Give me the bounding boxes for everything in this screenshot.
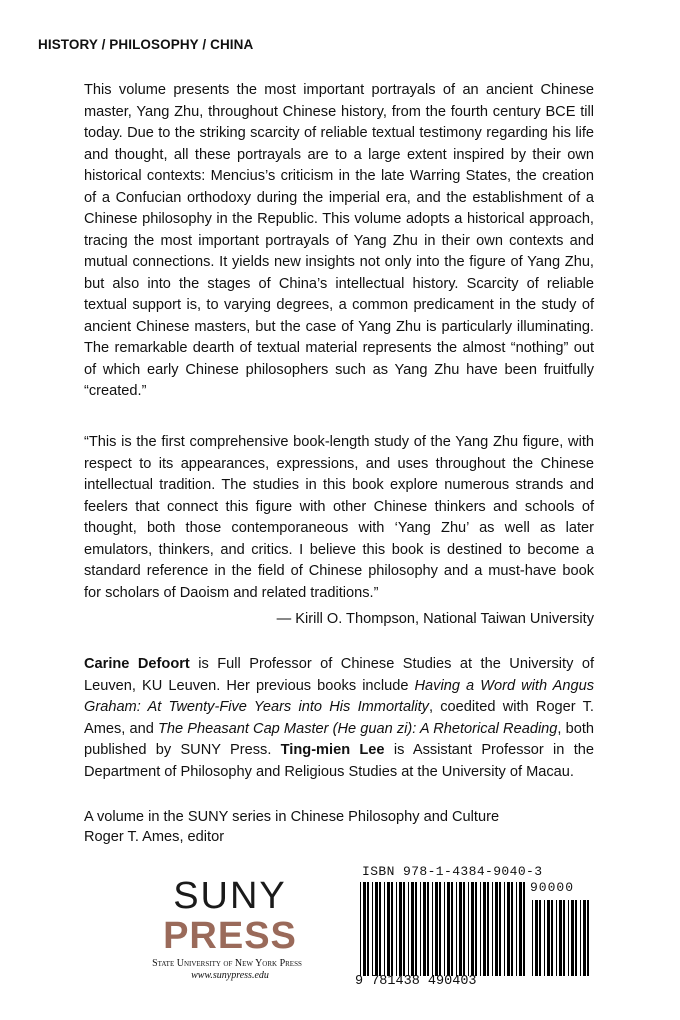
author-2-bio: is Assistant Professor in the Department of Philosophy and Religious Studies at the University of Macau. (84, 742, 594, 780)
endorsement-quote: “This is the first comprehensive book-length study of the Yang Zhu figure, with respect to its appearances, expressions, and uses throughout the Chinese intellectual tradition. The studies in this book explore numerous strands and feelers that connect this figure with other Chinese thinkers and schools of thought, both those contemporaneous with ‘Yang Zhu’ as well as later emulators, thinkers, and critics. I believe this book is destined to become a standard reference in the field of Chinese philosophy and a must-have book for scholars of Daoism and related traditions.” (84, 434, 594, 601)
category-heading: HISTORY / PHILOSOPHY / CHINA (38, 37, 254, 52)
book-title-2: The Pheasant Cap Master (He guan zi): A Rhetorical Reading (157, 720, 558, 737)
logo-suny-text: SUNY (173, 875, 287, 917)
publisher-name: State University of New York Press (152, 958, 302, 969)
series-editor: Roger T. Ames, editor (84, 829, 225, 845)
isbn-text: ISBN 978-1-4384-9040-3 (362, 864, 543, 879)
author-1-bio-part: is Full Professor of Chinese Studies at the University of Leuven, KU Leuven. Her previous books include (84, 656, 595, 694)
series-note (84, 807, 499, 847)
author-1-bio-part: , coedited with Roger T. Ames, and (84, 699, 594, 737)
endorsement-attribution: — Kirill O. Thompson, National Taiwan University (276, 611, 594, 627)
book-title-1: Having a Word with Angus Graham: At Twenty-Five Years into His Immortality (84, 677, 595, 715)
logo-press-text: PRESS (163, 915, 297, 957)
ean-digits: 9 781438 490403 (355, 974, 477, 989)
author-2-name: Ting-mien Lee (280, 742, 385, 758)
author-bios (84, 654, 594, 783)
author-1-name: Carine Defoort (84, 656, 190, 672)
series-line: A volume in the SUNY series in Chinese Philosophy and Culture (84, 809, 500, 825)
book-description: This volume presents the most important portrayals of an ancient Chinese master, Yang Zhu, throughout Chinese history, from the fourth century BCE till today. Due to the striking scarcity of reliable textual testimony regarding his life and thought, all these portrayals are to a large extent inspired by their own historical contexts: Mencius’s criticism in the late Warring States, the creation of a Confucian orthodoxy during the imperial era, and the establishment of a Chinese philosophy in the Republic. This volume adopts a historical approach, tracing the most important portrayals of Yang Zhu in their own contexts and mutual connections. It yields new insights not only into the figure of Yang Zhu, but also into the stages of China’s intellectual history. Scarcity of reliable textual support is, to varying degrees, a common predicament in the study of ancient Chinese masters, but the case of Yang Zhu is particularly illuminating. The remarkable dearth of textual material represents the almost “nothing” out of which early Chinese philosophers such as Yang Zhu have been fruitfully “created.” (84, 82, 594, 399)
suny-press-logo (150, 876, 310, 981)
author-1-bio-part: , both published by SUNY Press. (84, 720, 595, 758)
price-code: 90000 (530, 880, 575, 895)
publisher-url: www.sunypress.edu (191, 970, 269, 981)
